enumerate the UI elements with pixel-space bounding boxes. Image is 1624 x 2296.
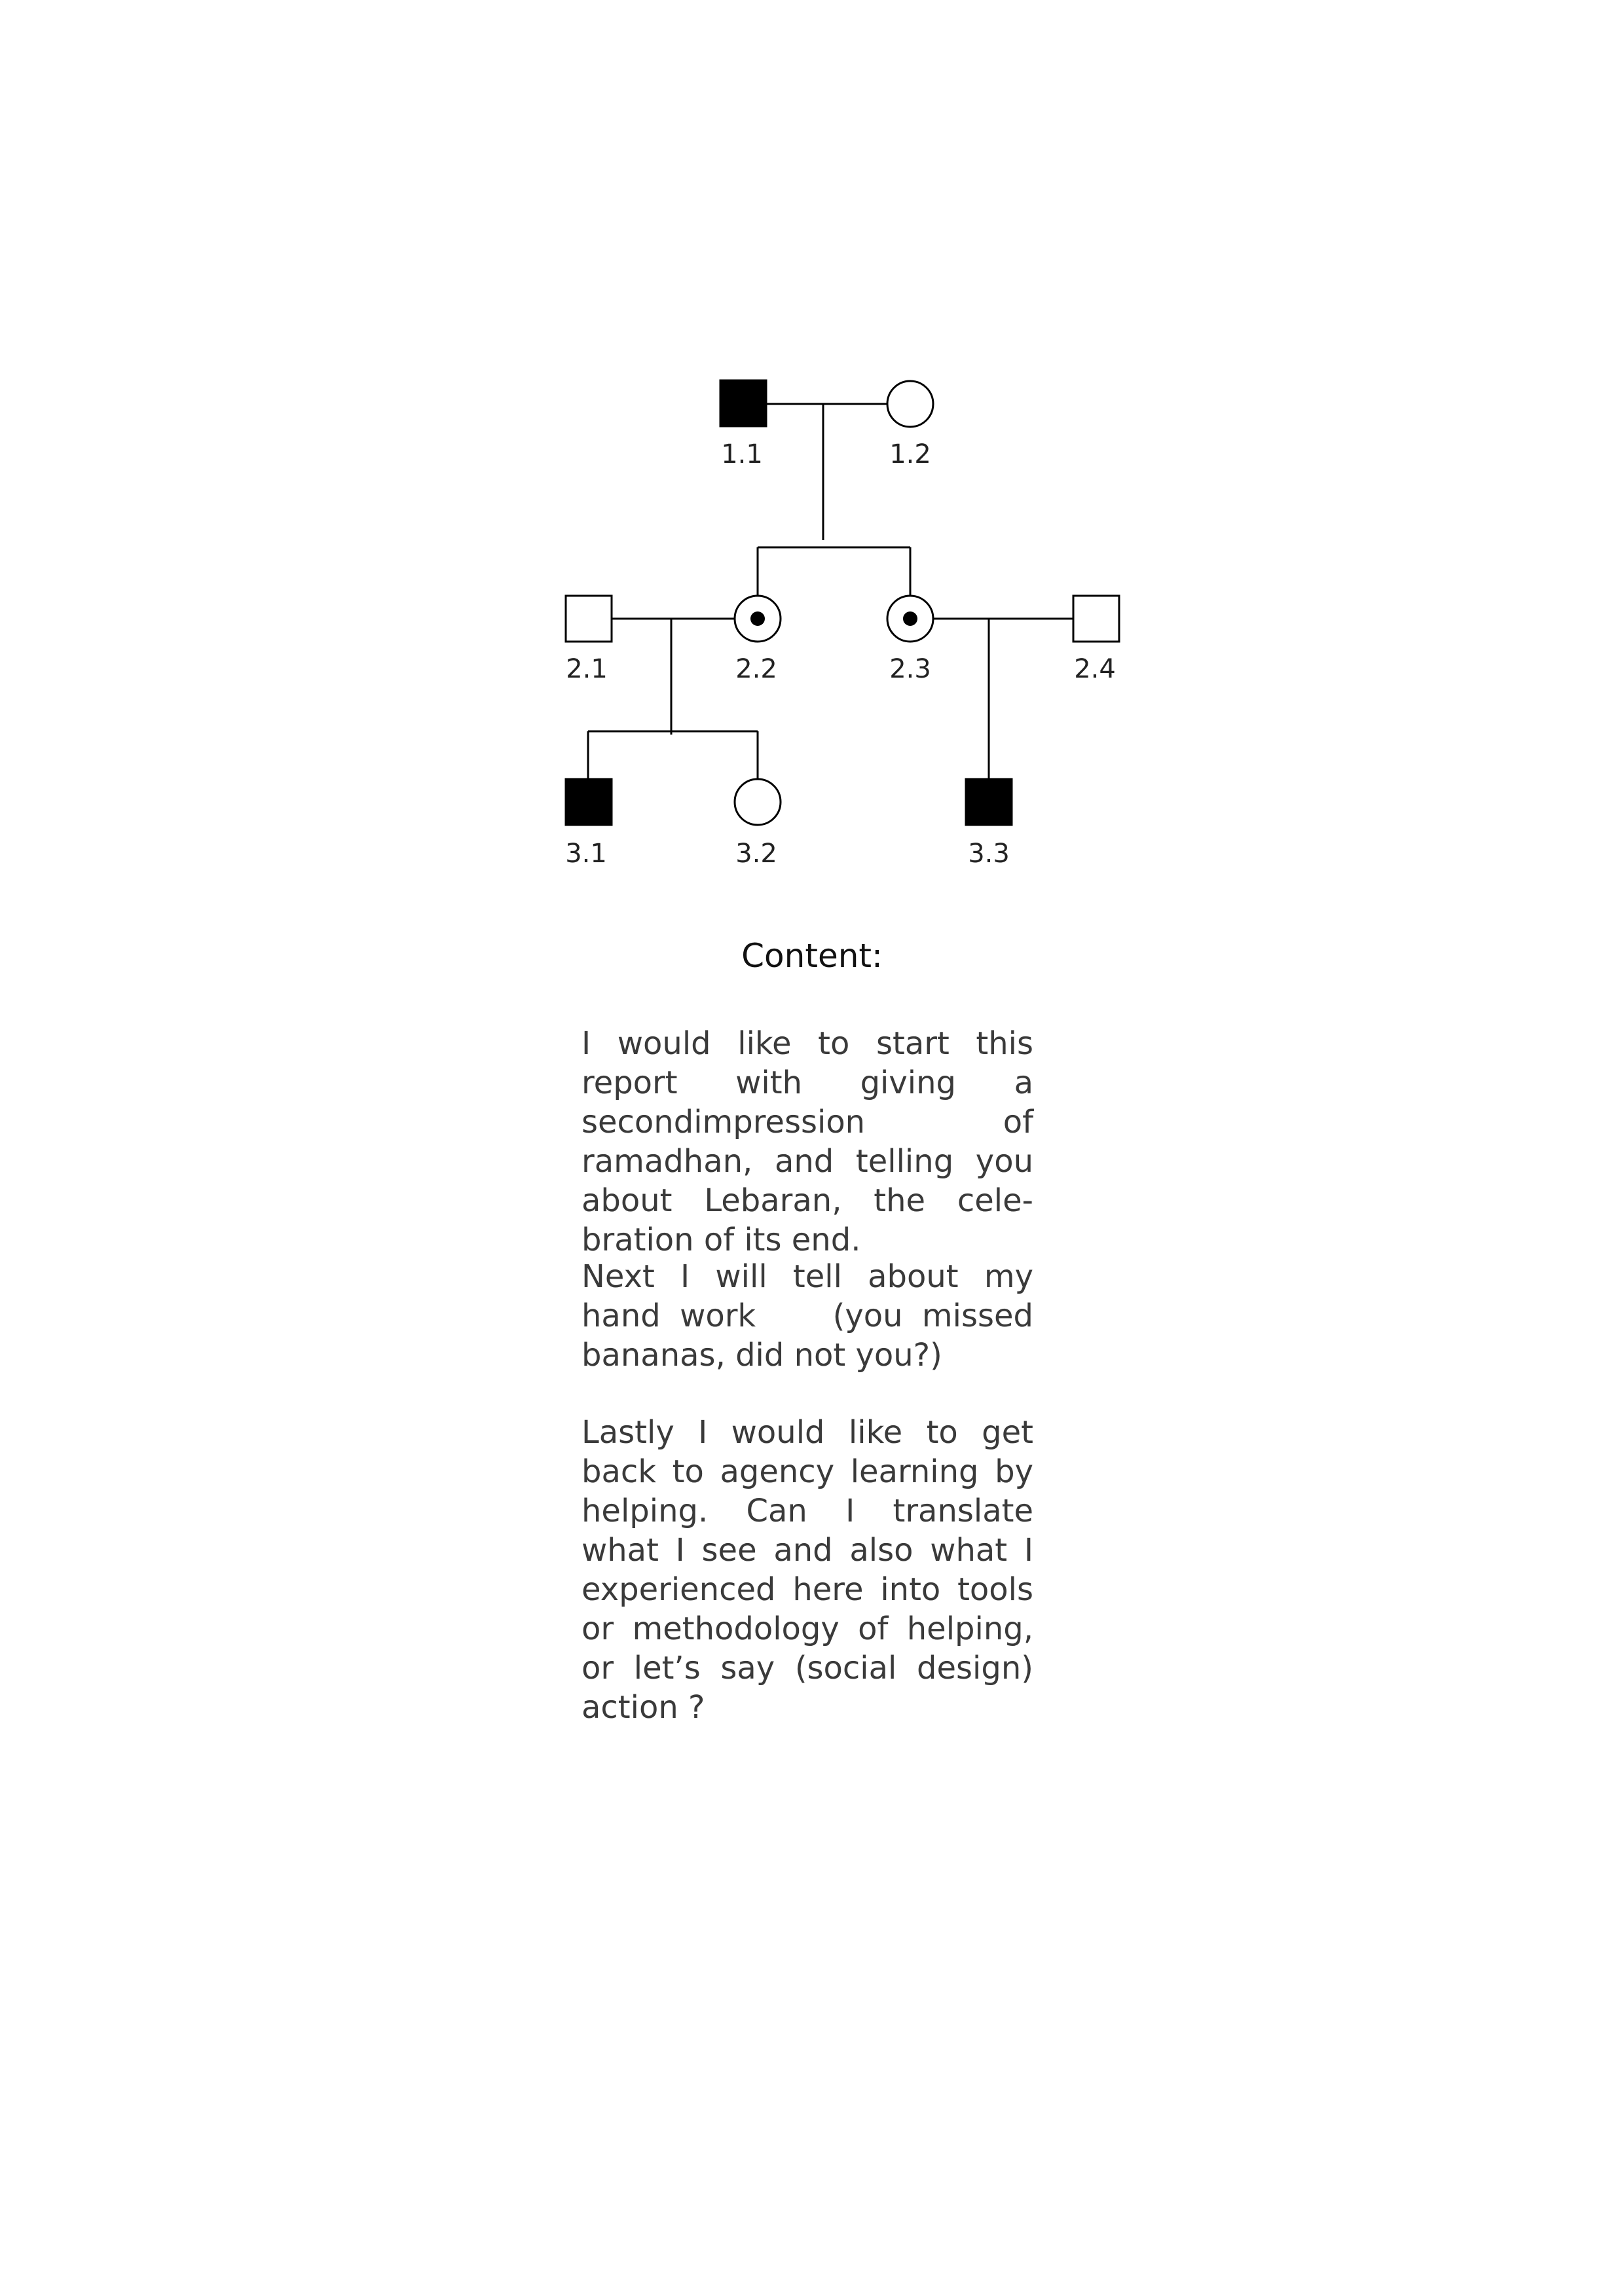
label-2-2: 2.2 (735, 654, 777, 684)
label-1-2: 1.2 (889, 439, 931, 469)
carrier-dot-2-2 (750, 611, 765, 626)
pedigree-chart (0, 0, 1624, 903)
label-2-3: 2.3 (889, 654, 931, 684)
label-3-1: 3.1 (565, 839, 607, 869)
paragraph-hand-work: Next I will tell about my hand work (you missed bananas, did not you?) (581, 1258, 1044, 1374)
individual-3-3-affected-male (966, 779, 1012, 825)
label-2-1: 2.1 (566, 654, 608, 684)
carrier-dot-2-3 (903, 611, 917, 626)
individual-2-4-unaffected-male (1073, 596, 1119, 642)
label-3-2: 3.2 (735, 839, 777, 869)
label-3-3: 3.3 (968, 839, 1010, 869)
individual-3-1-affected-male (566, 779, 612, 825)
individual-3-2-unaffected-female (735, 779, 781, 825)
paragraph-agency-learning: Lastly I would like to get back to agency learning by helping. Can I translate what I see and also what I experienced here into tools or methodology of helping, or let’s say (social design) action ? (581, 1414, 1033, 1726)
label-2-4: 2.4 (1074, 654, 1116, 684)
label-1-1: 1.1 (721, 439, 763, 469)
individual-1-1-affected-male (720, 380, 766, 426)
paragraph-intro: I would like to start this report with giving a secondimpression of ramadhan, and telling you about Lebaran, the celebration of its end. (581, 1025, 1033, 1258)
individual-2-1-unaffected-male (566, 596, 612, 642)
individual-1-2-unaffected-female (887, 381, 933, 427)
content-heading: Content: (741, 937, 883, 975)
